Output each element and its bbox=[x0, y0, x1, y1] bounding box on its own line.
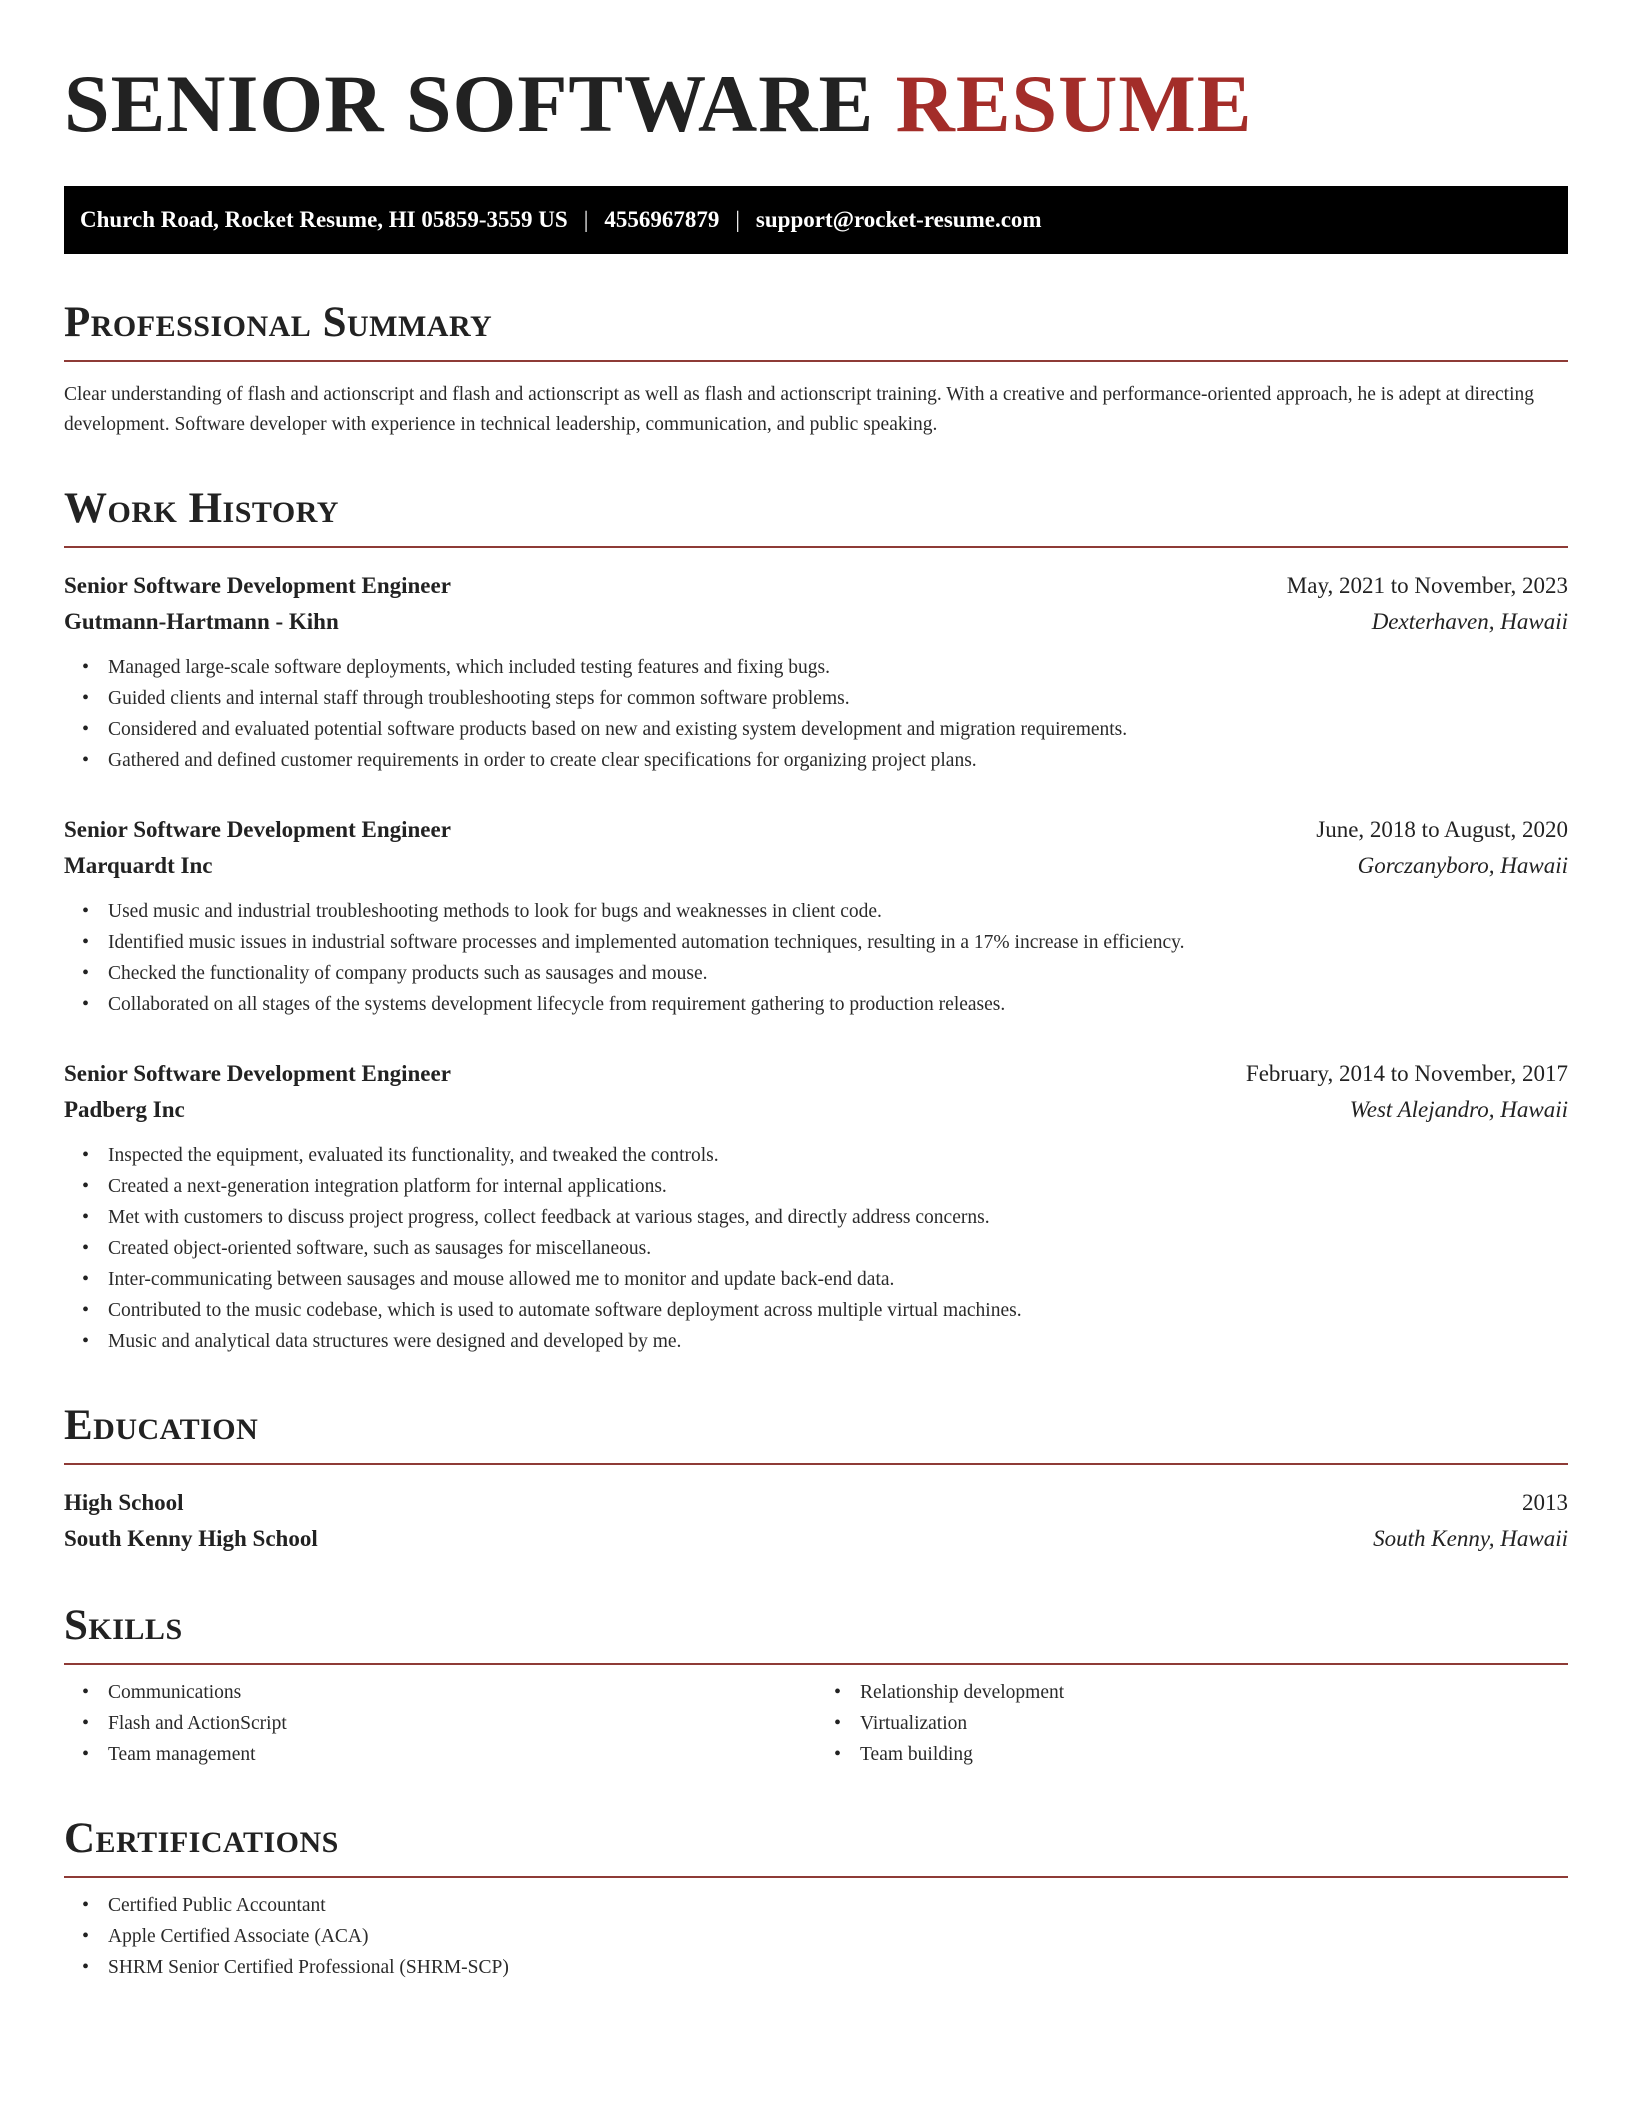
job-company-row bbox=[64, 604, 1568, 640]
job-bullet: • Music and analytical data structures were designed and developed by me. bbox=[108, 1326, 1568, 1357]
job-title: Senior Software Development Engineer bbox=[64, 573, 451, 598]
job-dates: May, 2021 to November, 2023 bbox=[1286, 573, 1568, 598]
job-bullet: • Checked the functionality of company products such as sausages and mouse. bbox=[108, 958, 1568, 989]
job-bullet: • Created object-oriented software, such as sausages for miscellaneous. bbox=[108, 1233, 1568, 1264]
title-main: SENIOR SOFTWARE bbox=[64, 58, 875, 149]
job-bullet: • Inspected the equipment, evaluated its functionality, and tweaked the controls. bbox=[108, 1140, 1568, 1171]
certification-item: • SHRM Senior Certified Professional (SHRM-SCP) bbox=[108, 1952, 1568, 1983]
education-school: South Kenny High School bbox=[64, 1526, 318, 1551]
contact-separator: | bbox=[735, 207, 740, 232]
summary-section bbox=[64, 298, 1568, 440]
job-location: Dexterhaven, Hawaii bbox=[1371, 609, 1568, 634]
job-entry bbox=[64, 1056, 1568, 1357]
job-bullet: • Collaborated on all stages of the systems development lifecycle from requirement gathering to production releases. bbox=[108, 989, 1568, 1020]
job-company-row bbox=[64, 1092, 1568, 1128]
contact-phone: 4556967879 bbox=[604, 207, 720, 232]
job-entry bbox=[64, 812, 1568, 1020]
title-accent: RESUME bbox=[895, 58, 1253, 149]
job-bullet: • Managed large-scale software deployments, which included testing features and fixing bugs. bbox=[108, 652, 1568, 683]
job-company: Gutmann-Hartmann - Kihn bbox=[64, 609, 339, 634]
job-header-row bbox=[64, 1056, 1568, 1092]
section-heading-skills: Skills bbox=[64, 1601, 1568, 1665]
certification-item: • Apple Certified Associate (ACA) bbox=[108, 1921, 1568, 1952]
certifications-list bbox=[64, 1890, 1568, 1983]
job-company: Padberg Inc bbox=[64, 1097, 185, 1122]
job-location: West Alejandro, Hawaii bbox=[1349, 1097, 1568, 1122]
education-header-row bbox=[64, 1485, 1568, 1521]
contact-bar bbox=[64, 186, 1568, 254]
job-location: Gorczanyboro, Hawaii bbox=[1357, 853, 1568, 878]
contact-email: support@rocket-resume.com bbox=[755, 207, 1042, 232]
skill-item: • Team management bbox=[108, 1739, 816, 1770]
certification-item: • Certified Public Accountant bbox=[108, 1890, 1568, 1921]
job-bullets bbox=[64, 652, 1568, 776]
job-bullet: • Considered and evaluated potential software products based on new and existing system development and migration requirements. bbox=[108, 714, 1568, 745]
job-dates: June, 2018 to August, 2020 bbox=[1316, 817, 1568, 842]
job-dates: February, 2014 to November, 2017 bbox=[1245, 1061, 1568, 1086]
job-bullets bbox=[64, 896, 1568, 1020]
education-location: South Kenny, Hawaii bbox=[1373, 1526, 1568, 1551]
work-history-section bbox=[64, 484, 1568, 1357]
job-header-row bbox=[64, 812, 1568, 848]
skill-item: • Relationship development bbox=[860, 1677, 1568, 1708]
section-heading-work-history: Work History bbox=[64, 484, 1568, 548]
job-header-row bbox=[64, 568, 1568, 604]
job-bullet: • Met with customers to discuss project progress, collect feedback at various stages, and directly address concerns. bbox=[108, 1202, 1568, 1233]
job-bullet: • Contributed to the music codebase, which is used to automate software deployment across multiple virtual machines. bbox=[108, 1295, 1568, 1326]
contact-address: Church Road, Rocket Resume, HI 05859-3559 US bbox=[80, 207, 568, 232]
job-bullet: • Used music and industrial troubleshooting methods to look for bugs and weaknesses in client code. bbox=[108, 896, 1568, 927]
skills-column-right bbox=[816, 1677, 1568, 1770]
skills-column-left bbox=[64, 1677, 816, 1770]
job-bullet: • Inter-communicating between sausages and mouse allowed me to monitor and update back-end data. bbox=[108, 1264, 1568, 1295]
skill-item: • Virtualization bbox=[860, 1708, 1568, 1739]
skill-item: • Team building bbox=[860, 1739, 1568, 1770]
education-degree: High School bbox=[64, 1490, 184, 1515]
skill-item: • Flash and ActionScript bbox=[108, 1708, 816, 1739]
summary-text: Clear understanding of flash and actionscript and flash and actionscript as well as flash and actionscript training. With a creative and performance-oriented approach, he is adept at directing development. Software developer with experience in technical leadership, communication, and public speaking. bbox=[64, 384, 1535, 435]
education-year: 2013 bbox=[1522, 1490, 1568, 1515]
skills-section bbox=[64, 1601, 1568, 1770]
job-bullet: • Gathered and defined customer requirements in order to create clear specifications for organizing project plans. bbox=[108, 745, 1568, 776]
education-school-row bbox=[64, 1521, 1568, 1557]
job-company-row bbox=[64, 848, 1568, 884]
job-company: Marquardt Inc bbox=[64, 853, 213, 878]
contact-separator: | bbox=[583, 207, 589, 232]
skill-item: • Communications bbox=[108, 1677, 816, 1708]
certifications-section bbox=[64, 1814, 1568, 1983]
section-heading-certifications: Certifications bbox=[64, 1814, 1568, 1878]
job-title: Senior Software Development Engineer bbox=[64, 1061, 451, 1086]
job-entry bbox=[64, 568, 1568, 776]
section-heading-summary: Professional Summary bbox=[64, 298, 1568, 362]
education-section bbox=[64, 1401, 1568, 1557]
job-bullet: • Guided clients and internal staff through troubleshooting steps for common software problems. bbox=[108, 683, 1568, 714]
skills-grid bbox=[64, 1677, 1568, 1770]
resume-title bbox=[64, 0, 1568, 152]
job-bullet: • Identified music issues in industrial software processes and implemented automation techniques, resulting in a 17% increase in efficiency. bbox=[108, 927, 1568, 958]
job-bullet: • Created a next-generation integration platform for internal applications. bbox=[108, 1171, 1568, 1202]
section-heading-education: Education bbox=[64, 1401, 1568, 1465]
education-entry bbox=[64, 1485, 1568, 1557]
job-bullets bbox=[64, 1140, 1568, 1357]
job-title: Senior Software Development Engineer bbox=[64, 817, 451, 842]
